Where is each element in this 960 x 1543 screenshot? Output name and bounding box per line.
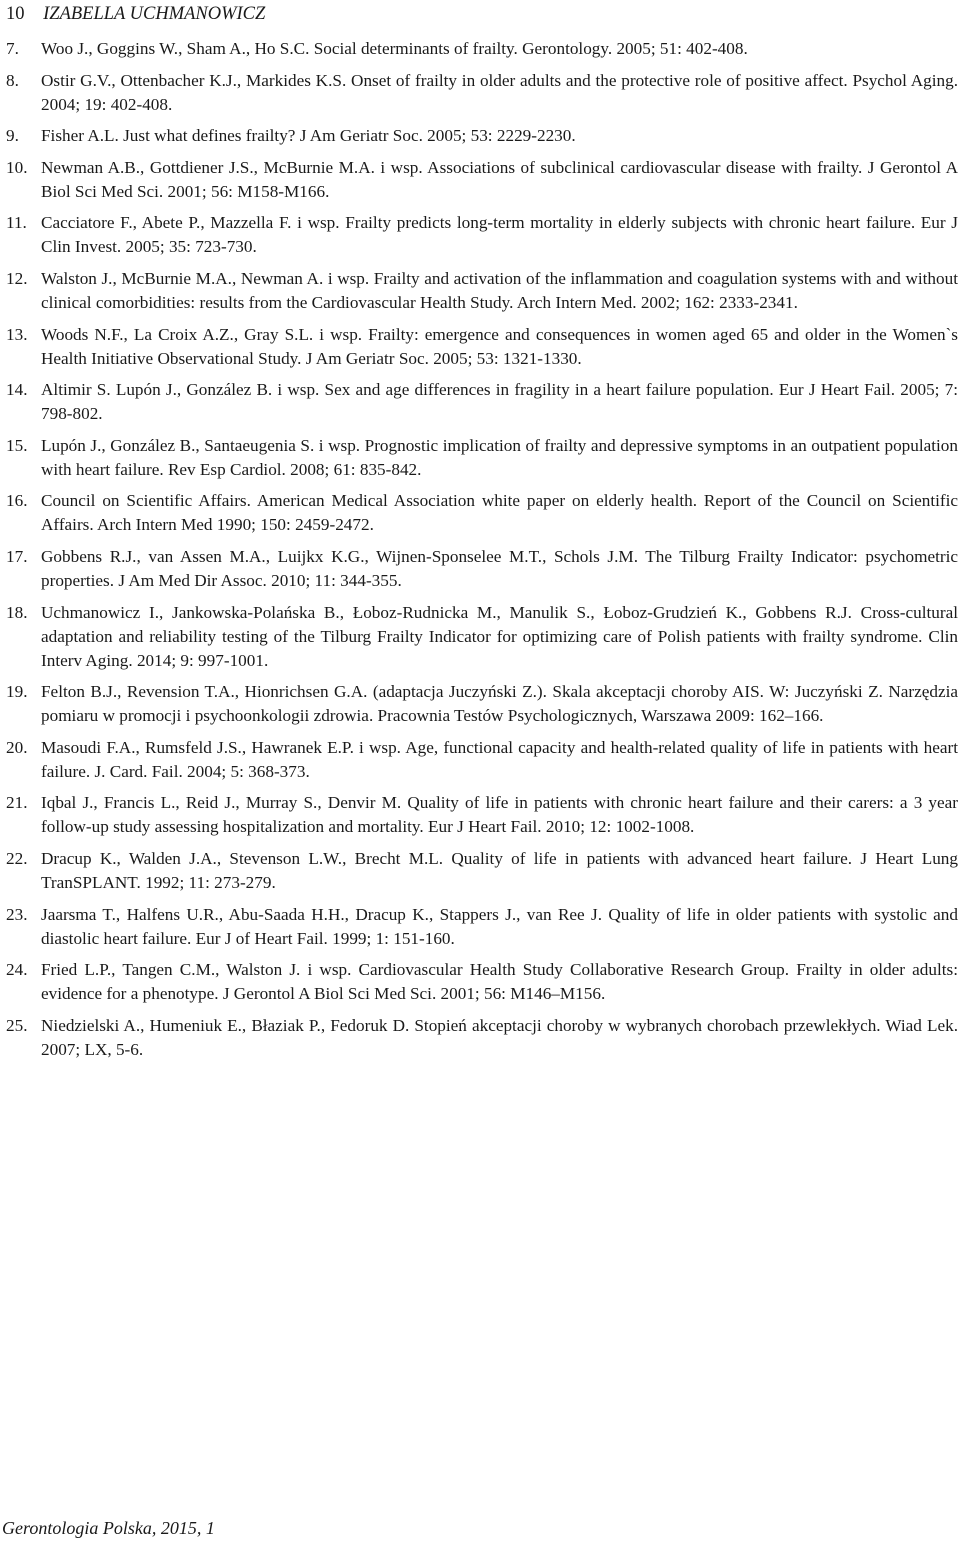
reference-text: Masoudi F.A., Rumsfeld J.S., Hawranek E.P. i wsp. Age, functional capacity and health-related quality of life in patients with heart failure. J. Card. Fail. 2004; 5: 368-373.: [41, 737, 958, 781]
reference-item: [6, 958, 958, 1006]
reference-number: 12.: [6, 268, 28, 288]
page-footer-journal: Gerontologia Polska, 2015, 1: [2, 1518, 215, 1538]
reference-item: [6, 323, 958, 371]
reference-text: Gobbens R.J., van Assen M.A., Luijkx K.G., Wijnen-Sponselee M.T., Schols J.M. The Tilburg Frailty Indicator: psychometric properties. J Am Med Dir Assoc. 2010; 11: 344-355.: [41, 546, 958, 590]
reference-text: Fried L.P., Tangen C.M., Walston J. i wsp. Cardiovascular Health Study Collaborative Research Group. Frailty in older adults: evidence for a phenotype. J Gerontol A Biol Sci Med Sci. 2001; 56: M146–M156.: [41, 960, 958, 1004]
reference-number: 14.: [6, 380, 28, 400]
reference-number: 15.: [6, 435, 28, 455]
reference-item: [6, 903, 958, 951]
reference-item: [6, 601, 958, 673]
reference-item: [6, 124, 958, 148]
page-number: 10: [6, 4, 25, 24]
reference-item: [6, 37, 958, 61]
reference-item: [6, 489, 958, 537]
reference-item: [6, 545, 958, 593]
page-header: [6, 0, 265, 28]
reference-number: 22.: [6, 848, 28, 868]
reference-text: Fisher A.L. Just what defines frailty? J Am Geriatr Soc. 2005; 53: 2229-2230.: [41, 126, 576, 146]
reference-list: [6, 37, 958, 1069]
reference-number: 18.: [6, 602, 28, 622]
reference-number: 13.: [6, 324, 28, 344]
reference-text: Dracup K., Walden J.A., Stevenson L.W., Brecht M.L. Quality of life in patients with advanced heart failure. J Heart Lung TranSPLANT. 1992; 11: 273-279.: [41, 848, 958, 892]
reference-text: Niedzielski A., Humeniuk E., Błaziak P., Fedoruk D. Stopień akceptacji choroby w wybranych chorobach przewlekłych. Wiad Lek. 2007; LX, 5-6.: [41, 1015, 958, 1059]
reference-item: [6, 378, 958, 426]
reference-number: 7.: [6, 39, 19, 58]
reference-text: Jaarsma T., Halfens U.R., Abu-Saada H.H., Dracup K., Stappers J., van Ree J. Quality of life in older patients with systolic and diastolic heart failure. Eur J of Heart Fail. 1999; 1: 151-160.: [41, 904, 958, 948]
reference-number: 19.: [6, 682, 28, 702]
reference-item: [6, 736, 958, 784]
reference-item: [6, 791, 958, 839]
reference-number: 20.: [6, 737, 28, 757]
reference-number: 23.: [6, 904, 28, 924]
running-title-author: IZABELLA UCHMANOWICZ: [43, 4, 266, 24]
reference-item: [6, 680, 958, 728]
reference-item: [6, 847, 958, 895]
reference-number: 17.: [6, 546, 28, 566]
reference-item: [6, 1014, 958, 1062]
reference-text: Council on Scientific Affairs. American Medical Association white paper on elderly health. Report of the Council on Scientific Affairs. Arch Intern Med 1990; 150: 2459-2472.: [41, 491, 958, 535]
reference-text: Lupón J., González B., Santaeugenia S. i wsp. Prognostic implication of frailty and depressive symptoms in an outpatient population with heart failure. Rev Esp Cardiol. 2008; 61: 835-842.: [41, 435, 958, 479]
reference-number: 24.: [6, 960, 28, 980]
reference-text: Woods N.F., La Croix A.Z., Gray S.L. i wsp. Frailty: emergence and consequences in women aged 65 and older in the Women`s Health Initiative Observational Study. J Am Geriatr Soc. 2005; 53: 1321-1330.: [41, 324, 958, 368]
reference-text: Altimir S. Lupón J., González B. i wsp. Sex and age differences in fragility in a heart failure population. Eur J Heart Fail. 2005; 7: 798-802.: [41, 380, 958, 424]
reference-number: 25.: [6, 1015, 28, 1035]
reference-item: [6, 434, 958, 482]
reference-text: Felton B.J., Revension T.A., Hionrichsen G.A. (adaptacja Juczyński Z.). Skala akceptacji choroby AIS. W: Juczyński Z. Narzędzia pomiaru w promocji i psychoonkologii zdrowia. Pracownia Testów Psychologicznych, Warszawa 2009: 162–166.: [41, 682, 958, 726]
reference-text: Iqbal J., Francis L., Reid J., Murray S., Denvir M. Quality of life in patients with chronic heart failure and their carers: a 3 year follow-up study assessing hospitalization and mortality. Eur J Heart Fail. 2010; 12: 1002-1008.: [41, 793, 958, 837]
reference-text: Cacciatore F., Abete P., Mazzella F. i wsp. Frailty predicts long-term mortality in elderly subjects with chronic heart failure. Eur J Clin Invest. 2005; 35: 723-730.: [41, 213, 958, 257]
reference-text: Uchmanowicz I., Jankowska-Polańska B., Łoboz-Rudnicka M., Manulik S., Łoboz-Grudzień K., Gobbens R.J. Cross-cultural adaptation and reliability testing of the Tilburg Frailty Indicator for optimizing care of Polish patients with frailty syndrome. Clin Interv Aging. 2014; 9: 997-1001.: [41, 602, 958, 670]
reference-item: [6, 267, 958, 315]
reference-text: Newman A.B., Gottdiener J.S., McBurnie M.A. i wsp. Associations of subclinical cardiovascular disease with frailty. J Gerontol A Biol Sci Med Sci. 2001; 56: M158-M166.: [41, 157, 958, 201]
reference-item: [6, 156, 958, 204]
reference-text: Walston J., McBurnie M.A., Newman A. i wsp. Frailty and activation of the inflammation and coagulation systems with and without clinical comorbidities: results from the Cardiovascular Health Study. Arch Intern Med. 2002; 162: 2333-2341.: [41, 268, 958, 312]
reference-text: Woo J., Goggins W., Sham A., Ho S.C. Social determinants of frailty. Gerontology. 2005; 51: 402-408.: [41, 39, 748, 58]
reference-number: 10.: [6, 157, 28, 177]
reference-item: [6, 211, 958, 259]
reference-number: 8.: [6, 70, 19, 90]
reference-number: 21.: [6, 793, 28, 813]
reference-number: 16.: [6, 491, 28, 511]
reference-text: Ostir G.V., Ottenbacher K.J., Markides K.S. Onset of frailty in older adults and the protective role of positive affect. Psychol Aging. 2004; 19: 402-408.: [41, 70, 958, 114]
reference-number: 11.: [6, 213, 27, 233]
reference-number: 9.: [6, 126, 19, 146]
reference-item: [6, 69, 958, 117]
